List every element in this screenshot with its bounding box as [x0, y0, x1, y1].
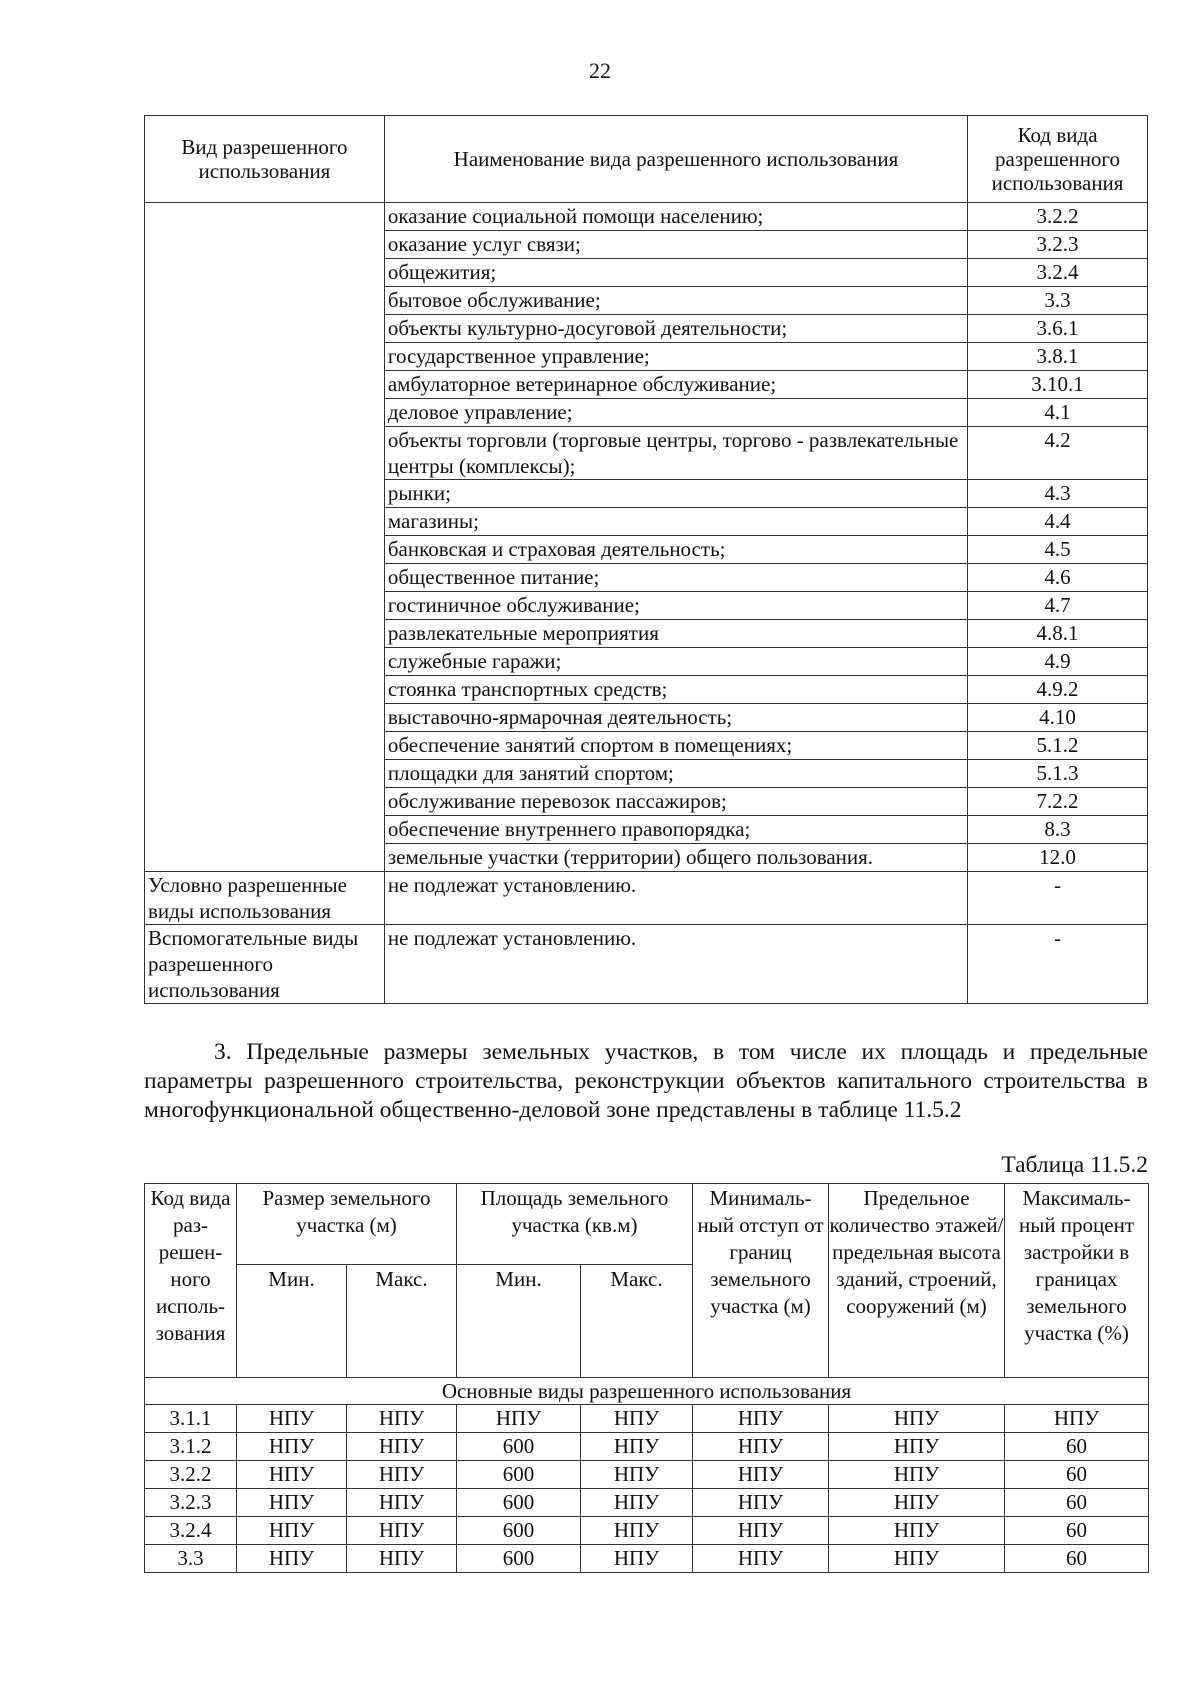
use-name: выставочно-ярмарочная деятельность;	[384, 704, 967, 732]
max-percent: 60	[1005, 1489, 1149, 1517]
use-name: стоянка транспортных средств;	[384, 676, 967, 704]
max-floors: НПУ	[829, 1433, 1005, 1461]
conditional-use-code: -	[968, 872, 1148, 925]
use-code: 4.1	[968, 399, 1148, 427]
header-use-code: Код вида разрешенного использования	[968, 116, 1148, 203]
header-size-min: Мин.	[237, 1265, 347, 1378]
max-percent: 60	[1005, 1461, 1149, 1489]
table-row	[145, 1517, 1149, 1545]
size-min: НПУ	[237, 1433, 347, 1461]
table-row	[145, 1545, 1149, 1573]
row-code: 3.2.4	[145, 1517, 237, 1545]
row-code: 3.3	[145, 1545, 237, 1573]
use-code: 3.10.1	[968, 371, 1148, 399]
use-code: 4.5	[968, 536, 1148, 564]
use-code: 4.10	[968, 704, 1148, 732]
area-min: 600	[457, 1461, 581, 1489]
max-floors: НПУ	[829, 1405, 1005, 1433]
min-offset: НПУ	[693, 1405, 829, 1433]
use-name: оказание социальной помощи населению;	[384, 203, 967, 231]
area-min: 600	[457, 1489, 581, 1517]
size-min: НПУ	[237, 1461, 347, 1489]
use-name: площадки для занятий спортом;	[384, 760, 967, 788]
size-min: НПУ	[237, 1517, 347, 1545]
use-name: обслуживание перевозок пассажиров;	[384, 788, 967, 816]
use-name: амбулаторное ветеринарное обслуживание;	[384, 371, 967, 399]
size-min: НПУ	[237, 1489, 347, 1517]
header-area-max: Макс.	[581, 1265, 693, 1378]
table-row	[145, 1433, 1149, 1461]
header-use-type: Вид разрешенного использования	[145, 116, 385, 203]
use-name: деловое управление;	[384, 399, 967, 427]
use-code: 4.6	[968, 564, 1148, 592]
header-use-name: Наименование вида разрешенного использования	[384, 116, 967, 203]
size-max: НПУ	[347, 1433, 457, 1461]
use-code: 4.9.2	[968, 676, 1148, 704]
row-code: 3.2.3	[145, 1489, 237, 1517]
parameters-table	[144, 1183, 1149, 1573]
use-name: общественное питание;	[384, 564, 967, 592]
conditional-use-type: Условно разрешенные виды использования	[145, 872, 385, 925]
header-area: Площадь земельного участка (кв.м)	[457, 1184, 693, 1265]
min-offset: НПУ	[693, 1489, 829, 1517]
use-name: объекты торговли (торговые центры, торгово - развлекательные центры (комплексы);	[384, 427, 967, 480]
area-min: 600	[457, 1517, 581, 1545]
max-percent: НПУ	[1005, 1405, 1149, 1433]
section-label: Основные виды разрешенного использования	[145, 1378, 1149, 1405]
use-name: рынки;	[384, 480, 967, 508]
header-floors: Предельное количество этажей/ предельная высота зданий, строений, сооружений (м)	[829, 1184, 1005, 1378]
use-code: 12.0	[968, 844, 1148, 872]
use-code: 4.8.1	[968, 620, 1148, 648]
header-area-min: Мин.	[457, 1265, 581, 1378]
area-max: НПУ	[581, 1545, 693, 1573]
min-offset: НПУ	[693, 1545, 829, 1573]
row-code: 3.1.1	[145, 1405, 237, 1433]
area-max: НПУ	[581, 1405, 693, 1433]
use-code: 5.1.3	[968, 760, 1148, 788]
page-number: 22	[589, 58, 611, 83]
use-code: 3.2.4	[968, 259, 1148, 287]
use-name: развлекательные мероприятия	[384, 620, 967, 648]
use-code: 4.7	[968, 592, 1148, 620]
area-max: НПУ	[581, 1433, 693, 1461]
use-name: бытовое обслуживание;	[384, 287, 967, 315]
max-percent: 60	[1005, 1545, 1149, 1573]
use-name: земельные участки (территории) общего пользования.	[384, 844, 967, 872]
header-code: Код вида раз-решен-ного исполь-зования	[145, 1184, 237, 1378]
section-paragraph: 3. Предельные размеры земельных участков, в том числе их площадь и предельные параметры разрешенного строительства, реконструкции объектов капитального строительства в многофункциональной общественно-деловой зоне представлены в таблице 11.5.2	[144, 1039, 1148, 1123]
area-max: НПУ	[581, 1489, 693, 1517]
min-offset: НПУ	[693, 1517, 829, 1545]
area-max: НПУ	[581, 1461, 693, 1489]
conditional-use-name: не подлежат установлению.	[384, 872, 967, 925]
use-name: государственное управление;	[384, 343, 967, 371]
use-name: банковская и страховая деятельность;	[384, 536, 967, 564]
permitted-use-table-body	[145, 203, 1148, 1004]
use-name: оказание услуг связи;	[384, 231, 967, 259]
header-percent: Максималь-ный процент застройки в границах земельного участка (%)	[1005, 1184, 1149, 1378]
size-min: НПУ	[237, 1545, 347, 1573]
use-code: 3.3	[968, 287, 1148, 315]
auxiliary-use-code: -	[968, 925, 1148, 1004]
permitted-use-table	[144, 115, 1148, 1004]
table-row	[145, 1461, 1149, 1489]
size-max: НПУ	[347, 1461, 457, 1489]
use-code: 4.2	[968, 427, 1148, 480]
use-name: обеспечение занятий спортом в помещениях;	[384, 732, 967, 760]
min-offset: НПУ	[693, 1461, 829, 1489]
use-code: 7.2.2	[968, 788, 1148, 816]
area-min: 600	[457, 1433, 581, 1461]
main-use-type-cell	[145, 203, 385, 872]
use-name: служебные гаражи;	[384, 648, 967, 676]
area-min: НПУ	[457, 1405, 581, 1433]
table-row	[145, 203, 1148, 231]
use-name: магазины;	[384, 508, 967, 536]
use-name: общежития;	[384, 259, 967, 287]
max-floors: НПУ	[829, 1489, 1005, 1517]
max-floors: НПУ	[829, 1545, 1005, 1573]
header-offset: Минималь-ный отступ от границ земельного участка (м)	[693, 1184, 829, 1378]
max-percent: 60	[1005, 1433, 1149, 1461]
max-floors: НПУ	[829, 1461, 1005, 1489]
use-code: 4.3	[968, 480, 1148, 508]
use-code: 3.2.3	[968, 231, 1148, 259]
table-caption: Таблица 11.5.2	[1001, 1152, 1148, 1178]
use-code: 3.2.2	[968, 203, 1148, 231]
max-percent: 60	[1005, 1517, 1149, 1545]
use-name: обеспечение внутреннего правопорядка;	[384, 816, 967, 844]
auxiliary-use-name: не подлежат установлению.	[384, 925, 967, 1004]
auxiliary-use-type: Вспомогательные виды разрешенного использования	[145, 925, 385, 1004]
min-offset: НПУ	[693, 1433, 829, 1461]
size-max: НПУ	[347, 1517, 457, 1545]
table-row	[145, 1405, 1149, 1433]
size-max: НПУ	[347, 1489, 457, 1517]
use-code: 5.1.2	[968, 732, 1148, 760]
use-name: объекты культурно-досуговой деятельности;	[384, 315, 967, 343]
area-max: НПУ	[581, 1517, 693, 1545]
use-code: 4.4	[968, 508, 1148, 536]
use-code: 3.6.1	[968, 315, 1148, 343]
row-code: 3.2.2	[145, 1461, 237, 1489]
parameters-table-body	[145, 1378, 1149, 1573]
header-size: Размер земельного участка (м)	[237, 1184, 457, 1265]
area-min: 600	[457, 1545, 581, 1573]
use-name: гостиничное обслуживание;	[384, 592, 967, 620]
use-code: 8.3	[968, 816, 1148, 844]
header-size-max: Макс.	[347, 1265, 457, 1378]
size-max: НПУ	[347, 1545, 457, 1573]
row-code: 3.1.2	[145, 1433, 237, 1461]
table-row	[145, 1489, 1149, 1517]
use-code: 4.9	[968, 648, 1148, 676]
use-code: 3.8.1	[968, 343, 1148, 371]
size-max: НПУ	[347, 1405, 457, 1433]
size-min: НПУ	[237, 1405, 347, 1433]
max-floors: НПУ	[829, 1517, 1005, 1545]
